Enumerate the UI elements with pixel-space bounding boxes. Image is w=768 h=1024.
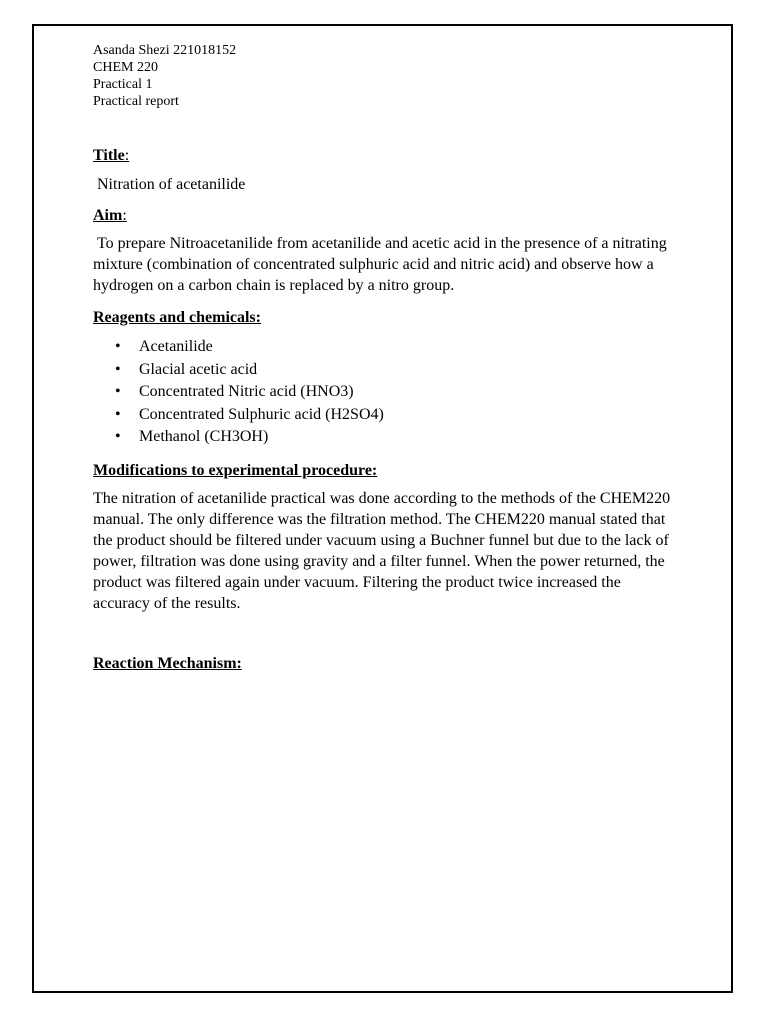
doc-type-line: Practical report bbox=[93, 94, 179, 109]
list-item bbox=[93, 381, 673, 404]
document-header bbox=[93, 42, 673, 110]
bullet-icon: • bbox=[115, 338, 121, 355]
bullet-icon: • bbox=[115, 383, 121, 400]
bullet-icon: • bbox=[115, 360, 121, 378]
mechanism-heading: Reaction Mechanism: bbox=[93, 654, 242, 672]
list-item bbox=[93, 336, 673, 359]
reagent-label: Acetanilide bbox=[139, 338, 213, 355]
author-line: Asanda Shezi 221018152 bbox=[93, 43, 237, 58]
title-heading-text: Title bbox=[93, 147, 125, 164]
course-line: CHEM 220 bbox=[93, 60, 158, 75]
aim-heading-text: Aim bbox=[93, 207, 123, 224]
aim-text: To prepare Nitroacetanilide from acetanilide and acetic acid in the presence of a nitrating mixture (combination of concentrated sulphuric acid and nitric acid) and observe how a hydrogen on a carbon chain is replaced by a nitro group. bbox=[93, 235, 667, 294]
title-heading bbox=[93, 146, 673, 165]
reagents-heading: Reagents and chemicals: bbox=[93, 309, 261, 326]
document-body bbox=[93, 42, 673, 673]
reagent-label: Methanol (CH3OH) bbox=[139, 428, 269, 445]
bullet-icon: • bbox=[115, 428, 121, 445]
list-item bbox=[93, 404, 673, 427]
title-text: Nitration of acetanilide bbox=[97, 176, 246, 193]
bullet-icon: • bbox=[115, 405, 121, 423]
reagent-label: Concentrated Sulphuric acid (H2SO4) bbox=[139, 405, 384, 423]
list-item bbox=[93, 359, 673, 382]
modifications-text: The nitration of acetanilide practical was done according to the methods of the CHEM220 manual. The only difference was the filtration method. The CHEM220 manual stated that the product should be filtered under vacuum using a Buchner funnel but due to the lack of power, filtration was done using gravity and a filter funnel. When the power returned, the product was filtered again under vacuum. Filtering the product twice increased the accuracy of the results. bbox=[93, 489, 671, 612]
reagent-label: Concentrated Nitric acid (HNO3) bbox=[139, 383, 354, 400]
title-heading-colon: : bbox=[124, 147, 130, 164]
aim-heading-colon: : bbox=[122, 207, 127, 224]
aim-heading bbox=[93, 206, 673, 225]
modifications-heading: Modifications to experimental procedure: bbox=[93, 461, 378, 479]
reagent-label: Glacial acetic acid bbox=[139, 360, 258, 378]
list-item bbox=[93, 426, 673, 449]
reagents-list bbox=[93, 336, 673, 449]
practical-line: Practical 1 bbox=[93, 77, 153, 92]
